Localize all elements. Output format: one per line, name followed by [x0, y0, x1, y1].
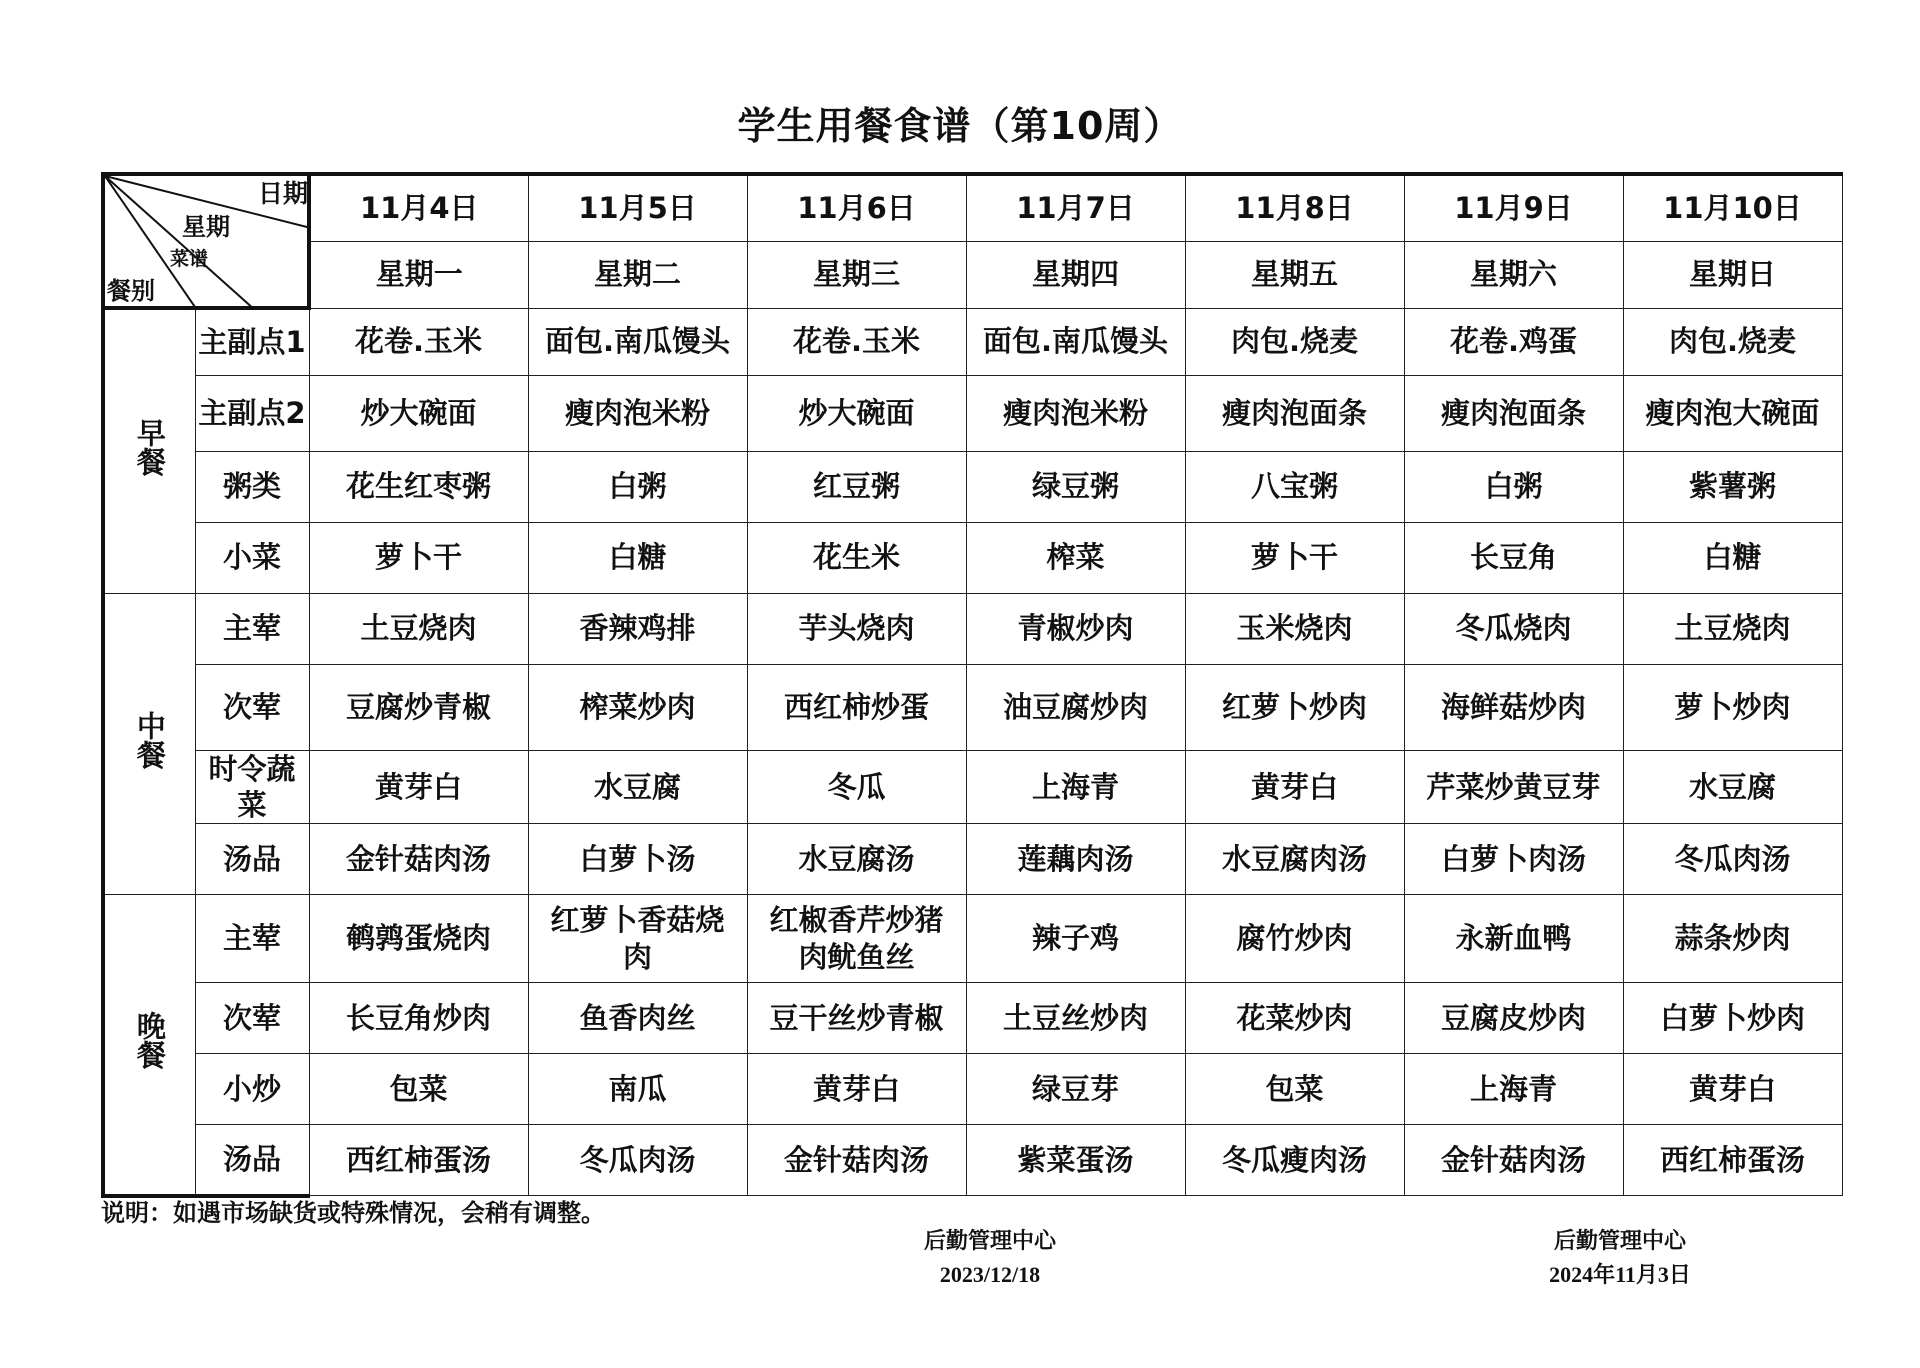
menu-item: 花生红枣粥 [309, 451, 528, 522]
meal-label-dinner [103, 895, 195, 1196]
menu-item: 长豆角炒肉 [309, 983, 528, 1054]
corner-weekday-label: 星期 [182, 213, 230, 241]
menu-item: 红椒香芹炒猪肉鱿鱼丝 [747, 895, 966, 983]
menu-item: 土豆烧肉 [1623, 593, 1842, 664]
category-cell: 次荤 [195, 664, 309, 750]
lunch-row-1 [103, 593, 1842, 664]
category-cell: 时令蔬菜 [195, 750, 309, 824]
menu-item: 腐竹炒肉 [1185, 895, 1404, 983]
menu-item: 花卷.鸡蛋 [1404, 308, 1623, 375]
lunch-row-2 [103, 664, 1842, 750]
menu-item: 花卷.玉米 [309, 308, 528, 375]
menu-item: 豆腐炒青椒 [309, 664, 528, 750]
menu-item: 冬瓜瘦肉汤 [1185, 1125, 1404, 1196]
menu-item: 绿豆粥 [966, 451, 1185, 522]
menu-item: 莲藕肉汤 [966, 824, 1185, 895]
signature-org: 后勤管理中心 [1553, 1229, 1686, 1254]
signature-org: 后勤管理中心 [923, 1229, 1056, 1254]
menu-item: 瘦肉泡面条 [1185, 375, 1404, 451]
weekday-row [103, 241, 1842, 308]
menu-item: 西红柿蛋汤 [309, 1125, 528, 1196]
menu-item: 冬瓜肉汤 [528, 1125, 747, 1196]
category-cell: 次荤 [195, 983, 309, 1054]
menu-item: 黄芽白 [1185, 750, 1404, 824]
dinner-row-1 [103, 895, 1842, 983]
menu-item: 红萝卜炒肉 [1185, 664, 1404, 750]
category-cell: 汤品 [195, 824, 309, 895]
menu-item: 白粥 [528, 451, 747, 522]
menu-item: 绿豆芽 [966, 1054, 1185, 1125]
page-title: 学生用餐食谱（第10周） [737, 104, 1183, 148]
category-cell: 主荤 [195, 895, 309, 983]
menu-item: 紫薯粥 [1623, 451, 1842, 522]
menu-item: 瘦肉泡米粉 [966, 375, 1185, 451]
menu-item: 花菜炒肉 [1185, 983, 1404, 1054]
meal-label-text: 晚餐 [132, 1011, 167, 1070]
category-cell: 粥类 [195, 451, 309, 522]
menu-item: 白萝卜炒肉 [1623, 983, 1842, 1054]
corner-menu-label: 菜谱 [170, 248, 209, 270]
menu-item: 水豆腐 [528, 750, 747, 824]
menu-item: 香辣鸡排 [528, 593, 747, 664]
breakfast-row-4 [103, 522, 1842, 593]
menu-item: 花生米 [747, 522, 966, 593]
category-cell: 汤品 [195, 1125, 309, 1196]
menu-item: 萝卜干 [1185, 522, 1404, 593]
menu-item: 肉包.烧麦 [1623, 308, 1842, 375]
menu-item: 榨菜炒肉 [528, 664, 747, 750]
menu-item: 豆干丝炒青椒 [747, 983, 966, 1054]
menu-item: 榨菜 [966, 522, 1185, 593]
menu-item: 上海青 [966, 750, 1185, 824]
menu-item: 萝卜炒肉 [1623, 664, 1842, 750]
date-cell: 11月7日 [966, 174, 1185, 241]
signature-block-1 [880, 1225, 1100, 1291]
menu-item: 豆腐皮炒肉 [1404, 983, 1623, 1054]
menu-item: 辣子鸡 [966, 895, 1185, 983]
menu-item: 芋头烧肉 [747, 593, 966, 664]
lunch-row-4 [103, 824, 1842, 895]
category-cell: 小菜 [195, 522, 309, 593]
footnote: 说明：如遇市场缺货或特殊情况，会稍有调整。 [101, 1199, 605, 1227]
menu-item: 瘦肉泡米粉 [528, 375, 747, 451]
corner-date-label: 日期 [258, 179, 309, 208]
breakfast-row-3 [103, 451, 1842, 522]
dinner-row-4 [103, 1125, 1842, 1196]
menu-item: 鹌鹑蛋烧肉 [309, 895, 528, 983]
menu-item: 面包.南瓜馒头 [528, 308, 747, 375]
menu-item: 八宝粥 [1185, 451, 1404, 522]
header-corner [103, 174, 309, 308]
weekday-cell: 星期日 [1623, 241, 1842, 308]
menu-item: 永新血鸭 [1404, 895, 1623, 983]
dinner-row-3 [103, 1054, 1842, 1125]
date-cell: 11月8日 [1185, 174, 1404, 241]
menu-item: 炒大碗面 [747, 375, 966, 451]
meal-label-text: 中餐 [132, 710, 167, 769]
menu-item: 黄芽白 [747, 1054, 966, 1125]
weekday-cell: 星期五 [1185, 241, 1404, 308]
menu-item: 白萝卜汤 [528, 824, 747, 895]
date-cell: 11月10日 [1623, 174, 1842, 241]
signature-date: 2023/12/18 [939, 1262, 1041, 1287]
menu-item: 芹菜炒黄豆芽 [1404, 750, 1623, 824]
menu-item: 包菜 [309, 1054, 528, 1125]
breakfast-row-1 [103, 308, 1842, 375]
menu-item: 水豆腐肉汤 [1185, 824, 1404, 895]
weekday-cell: 星期六 [1404, 241, 1623, 308]
menu-item: 白萝卜肉汤 [1404, 824, 1623, 895]
menu-item: 上海青 [1404, 1054, 1623, 1125]
dinner-row-2 [103, 983, 1842, 1054]
weekday-cell: 星期三 [747, 241, 966, 308]
signature-block-2 [1510, 1225, 1730, 1291]
menu-item: 青椒炒肉 [966, 593, 1185, 664]
menu-item: 长豆角 [1404, 522, 1623, 593]
breakfast-row-2 [103, 375, 1842, 451]
menu-item: 瘦肉泡面条 [1404, 375, 1623, 451]
lunch-row-3 [103, 750, 1842, 824]
category-cell: 主副点2 [195, 375, 309, 451]
category-cell: 主副点1 [195, 308, 309, 375]
signature-date: 2024年11月3日 [1549, 1262, 1691, 1287]
menu-item: 红豆粥 [747, 451, 966, 522]
menu-item: 冬瓜 [747, 750, 966, 824]
menu-item: 面包.南瓜馒头 [966, 308, 1185, 375]
menu-item: 金针菇肉汤 [309, 824, 528, 895]
menu-item: 水豆腐汤 [747, 824, 966, 895]
menu-item: 西红柿蛋汤 [1623, 1125, 1842, 1196]
weekday-cell: 星期二 [528, 241, 747, 308]
menu-item: 蒜条炒肉 [1623, 895, 1842, 983]
date-cell: 11月9日 [1404, 174, 1623, 241]
menu-item: 白糖 [528, 522, 747, 593]
menu-item: 冬瓜烧肉 [1404, 593, 1623, 664]
menu-item: 白粥 [1404, 451, 1623, 522]
menu-item: 黄芽白 [309, 750, 528, 824]
weekday-cell: 星期一 [309, 241, 528, 308]
menu-table [101, 172, 1843, 1198]
category-cell: 主荤 [195, 593, 309, 664]
menu-item: 金针菇肉汤 [1404, 1125, 1623, 1196]
menu-item: 黄芽白 [1623, 1054, 1842, 1125]
menu-item: 瘦肉泡大碗面 [1623, 375, 1842, 451]
menu-item: 玉米烧肉 [1185, 593, 1404, 664]
meal-label-breakfast [103, 308, 195, 593]
menu-item: 花卷.玉米 [747, 308, 966, 375]
date-row [103, 174, 1842, 241]
meal-label-lunch [103, 593, 195, 895]
menu-item: 萝卜干 [309, 522, 528, 593]
menu-item: 炒大碗面 [309, 375, 528, 451]
category-cell: 小炒 [195, 1054, 309, 1125]
menu-item: 土豆丝炒肉 [966, 983, 1185, 1054]
menu-item: 海鲜菇炒肉 [1404, 664, 1623, 750]
menu-item: 水豆腐 [1623, 750, 1842, 824]
corner-meal-label: 餐别 [107, 277, 155, 305]
menu-item: 油豆腐炒肉 [966, 664, 1185, 750]
menu-item: 包菜 [1185, 1054, 1404, 1125]
menu-item: 白糖 [1623, 522, 1842, 593]
date-cell: 11月4日 [309, 174, 528, 241]
date-cell: 11月5日 [528, 174, 747, 241]
meal-label-text: 早餐 [132, 418, 167, 477]
menu-item: 西红柿炒蛋 [747, 664, 966, 750]
date-cell: 11月6日 [747, 174, 966, 241]
menu-item: 冬瓜肉汤 [1623, 824, 1842, 895]
menu-item: 南瓜 [528, 1054, 747, 1125]
menu-item: 土豆烧肉 [309, 593, 528, 664]
menu-item: 红萝卜香菇烧肉 [528, 895, 747, 983]
weekday-cell: 星期四 [966, 241, 1185, 308]
menu-item: 紫菜蛋汤 [966, 1125, 1185, 1196]
menu-item: 金针菇肉汤 [747, 1125, 966, 1196]
menu-item: 肉包.烧麦 [1185, 308, 1404, 375]
menu-item: 鱼香肉丝 [528, 983, 747, 1054]
